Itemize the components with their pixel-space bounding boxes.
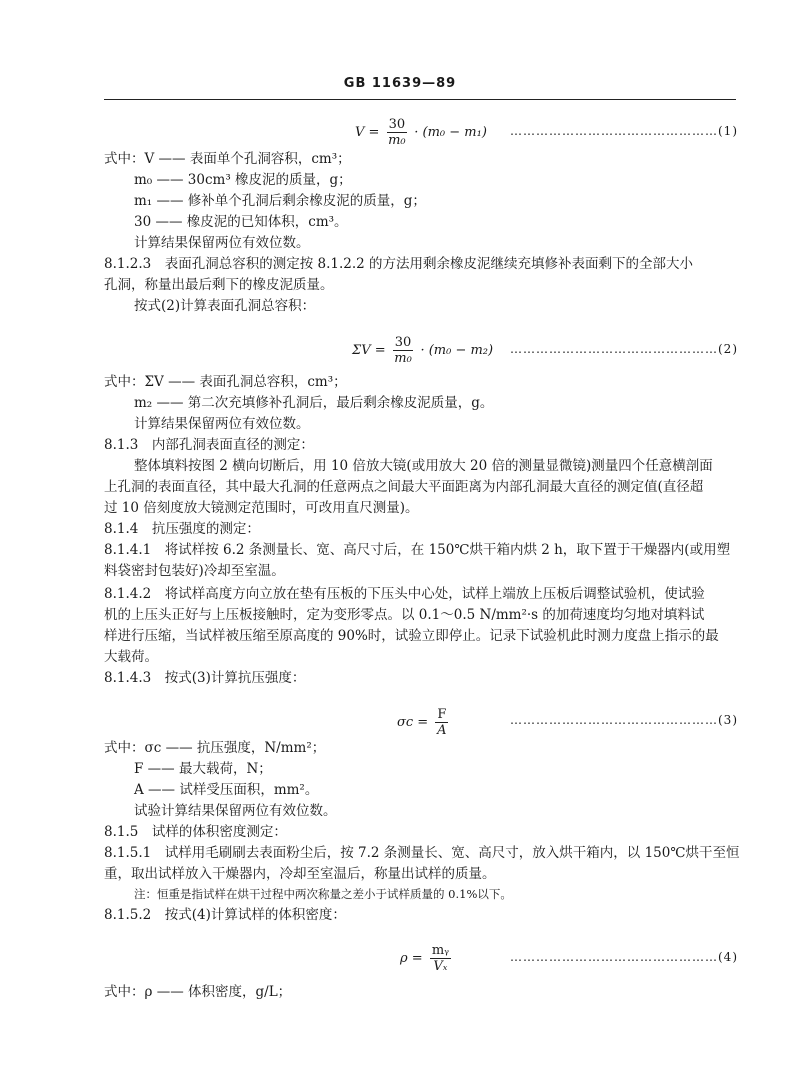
where3-line-1: 式中：σc —— 抗压强度，N/mm²； <box>104 740 326 756</box>
where3-line-3: A —— 试样受压面积，mm²。 <box>134 782 319 798</box>
s814-line-5: 机的上压头正好与上压板接触时，定为变形零点。以 0.1～0.5 N/mm²·s 的加荷速度均匀地对填料试 <box>104 607 705 623</box>
formula-4 <box>400 943 454 974</box>
formula-3-denominator: A <box>437 723 447 738</box>
s815-line-4: 8.1.5.2 按式(4)计算试样的体积密度： <box>104 907 346 923</box>
s814-line-8: 8.1.4.3 按式(3)计算抗压强度： <box>104 670 306 686</box>
s8123-line-3: 按式(2)计算表面孔洞总容积： <box>134 298 316 314</box>
s813-line-2: 整体填料按图 2 横向切断后，用 10 倍放大镜(或用放大 20 倍的测量显微镜)测量四个任意横剖面 <box>134 458 713 474</box>
formula-3-numerator: F <box>437 707 447 722</box>
where1-line-2: m₀ —— 30cm³ 橡皮泥的质量，g； <box>134 172 352 188</box>
formula-3-lhs: σc = <box>397 715 429 730</box>
where2-line-2: m₂ —— 第二次充填修补孔洞后，最后剩余橡皮泥质量，g。 <box>134 395 494 411</box>
s813-line-1: 8.1.3 内部孔洞表面直径的测定： <box>104 437 314 453</box>
where3-line-2: F —— 最大载荷，N； <box>134 761 272 777</box>
formula-2-rhs: · (m₀ − m₂) <box>420 343 494 358</box>
formula-1-number: …………………………………………(1) <box>510 124 738 138</box>
formula-4-lhs: ρ = <box>400 951 423 966</box>
formula-4-numerator: mᵧ <box>431 943 450 958</box>
s814-line-3: 料袋密封包装好)冷却至室温。 <box>104 563 285 579</box>
formula-2-number: …………………………………………(2) <box>510 342 738 356</box>
where1-line-4: 30 —— 橡皮泥的已知体积，cm³。 <box>134 214 348 230</box>
s815-line-3: 重，取出试样放入干燥器内，冷却至室温后，称量出试样的质量。 <box>104 866 496 882</box>
s815-note: 注：恒重是指试样在烘干过程中两次称量之差小于试样质量的 0.1%以下。 <box>134 887 512 901</box>
where3-line-4: 试验计算结果保留两位有效位数。 <box>134 803 337 819</box>
s814-line-6: 样进行压缩，当试样被压缩至原高度的 90%时，试验立即停止。记录下试验机此时测力度盘上指示的最 <box>104 628 719 644</box>
s815-line-1: 8.1.5 试样的体积密度测定： <box>104 824 287 840</box>
s814-line-7: 大载荷。 <box>104 649 158 665</box>
formula-2 <box>352 335 493 366</box>
formula-3-fraction <box>435 707 448 738</box>
formula-1-lhs: V = <box>355 125 380 140</box>
where1-line-1: 式中：V —— 表面单个孔洞容积，cm³； <box>104 151 351 167</box>
s814-line-1: 8.1.4 抗压强度的测定： <box>104 521 260 537</box>
where2-line-1: 式中：ΣV —— 表面孔洞总容积，cm³； <box>104 374 347 390</box>
formula-4-denominator: Vₓ <box>433 959 448 974</box>
where2-line-3: 计算结果保留两位有效位数。 <box>134 416 310 432</box>
formula-4-fraction <box>430 943 451 974</box>
where1-line-5: 计算结果保留两位有效位数。 <box>134 235 310 251</box>
where1-line-3: m₁ —— 修补单个孔洞后剩余橡皮泥的质量，g； <box>134 193 426 209</box>
formula-4-number: …………………………………………(4) <box>510 950 738 964</box>
formula-1 <box>355 117 487 148</box>
s814-line-4: 8.1.4.2 将试样高度方向立放在垫有压板的下压头中心处，试样上端放上压板后调整试验机，使试验 <box>104 586 705 602</box>
where4-line-1: 式中：ρ —— 体积密度，g/L； <box>104 984 292 1000</box>
s8123-line-2: 孔洞，称量出最后剩下的橡皮泥质量。 <box>104 277 334 293</box>
formula-1-numerator: 30 <box>388 117 406 132</box>
formula-2-denominator: m₀ <box>394 351 412 366</box>
s814-line-2: 8.1.4.1 将试样按 6.2 条测量长、宽、高尺寸后，在 150℃烘干箱内烘 2 h，取下置于干燥器内(或用塑 <box>104 542 731 558</box>
formula-2-fraction <box>393 335 414 366</box>
formula-1-denominator: m₀ <box>388 133 406 148</box>
header-rule <box>104 99 736 100</box>
page-header: GB 11639—89 <box>343 76 457 91</box>
s8123-line-1: 8.1.2.3 表面孔洞总容积的测定按 8.1.2.2 的方法用剩余橡皮泥继续充填修补表面剩下的全部大小 <box>104 256 694 272</box>
formula-1-rhs: · (m₀ − m₁) <box>414 125 487 140</box>
formula-1-fraction <box>387 117 408 148</box>
formula-2-lhs: ΣV = <box>352 343 386 358</box>
formula-2-numerator: 30 <box>394 335 412 350</box>
s813-line-4: 过 10 倍刻度放大镜测定范围时，可改用直尺测量)。 <box>104 500 419 516</box>
formula-3-number: …………………………………………(3) <box>510 713 738 727</box>
s813-line-3: 上孔洞的表面直径，其中最大孔洞的任意两点之间最大平面距离为内部孔洞最大直径的测定值(直径超 <box>104 479 704 495</box>
formula-3 <box>397 707 451 738</box>
s815-line-2: 8.1.5.1 试样用毛刷刷去表面粉尘后，按 7.2 条测量长、宽、高尺寸，放入烘干箱内，以 150℃烘干至恒 <box>104 845 740 861</box>
